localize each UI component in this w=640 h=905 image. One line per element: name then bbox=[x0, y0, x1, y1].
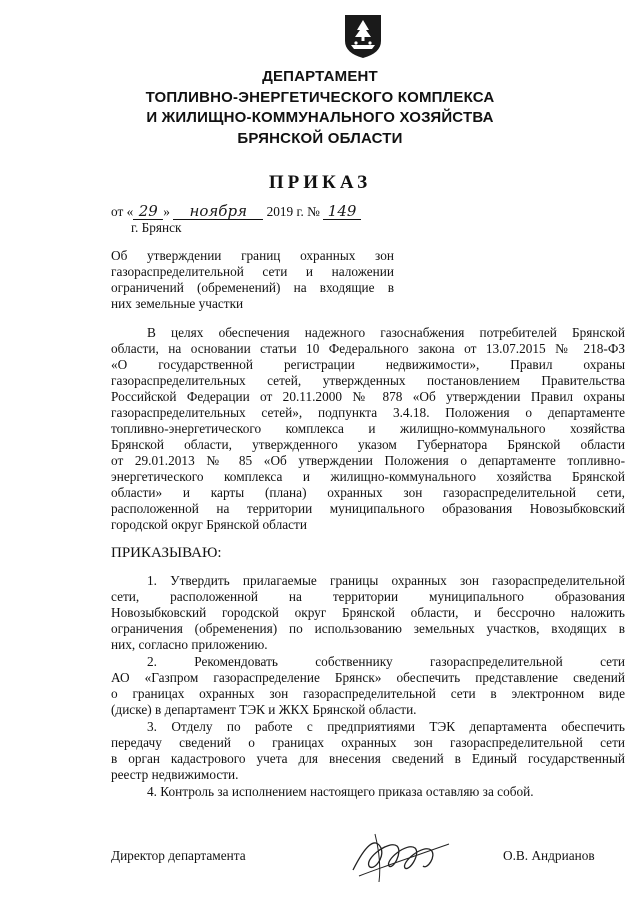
number-label: № bbox=[307, 204, 320, 219]
item-line: 4. Контроль за исполнением настоящего приказа оставляю за собой. bbox=[147, 784, 534, 799]
preamble-line: «О государственной регистрации недвижимости», Правил охраны bbox=[111, 357, 625, 372]
preamble-line: газораспределительных сетей, утвержденных постановлением Правительства bbox=[111, 373, 625, 388]
header-line-1: ДЕПАРТАМЕНТ bbox=[262, 68, 378, 85]
date-number-line bbox=[111, 203, 361, 220]
header-line-4: БРЯНСКОЙ ОБЛАСТИ bbox=[237, 130, 403, 147]
header-line-2: ТОПЛИВНО-ЭНЕРГЕТИЧЕСКОГО КОМПЛЕКСА bbox=[145, 89, 495, 106]
preamble-line: городской округ Брянской области bbox=[111, 517, 307, 532]
item-line: 3. Отделу по работе с предприятиями ТЭК департамента обеспечить bbox=[147, 719, 625, 734]
item-line: Новозыбковский городской округ Брянской области, и бессрочно наложить bbox=[111, 605, 625, 620]
preamble-line: области, на основании статьи 10 Федерального закона от 13.07.2015 № 218-ФЗ bbox=[111, 341, 625, 356]
order-item-4 bbox=[111, 784, 625, 800]
preamble-line: расположенной на территории муниципального образования Новозыбковский bbox=[111, 501, 625, 516]
order-item-3 bbox=[111, 719, 625, 783]
subject-line: ограничений (обременений) на входящие в bbox=[111, 280, 394, 295]
item-line: сети, расположенной на территории муниципального образования bbox=[111, 589, 625, 604]
date-month: ноября bbox=[173, 203, 263, 220]
signatory-position: Директор департамента bbox=[111, 848, 246, 863]
item-line: в орган кадастрового учета для внесения сведений в Единый государственный bbox=[111, 751, 625, 766]
subject-line: Об утверждении границ охранных зон bbox=[111, 248, 394, 263]
order-item-1 bbox=[111, 573, 625, 653]
preamble-line: области» и карты (плана) охранных зон газораспределительной сети, bbox=[111, 485, 625, 500]
preamble-line: Российской Федерации от 20.11.2000 № 878 «Об утверждении Правил охраны bbox=[111, 389, 625, 404]
preamble-line: от 29.01.2013 № 85 «Об утверждении Положения о департаменте топливно- bbox=[111, 453, 625, 468]
item-line: передачу сведений о границах охранных зон газораспределительной сети bbox=[111, 735, 625, 750]
date-prefix: от « bbox=[111, 204, 134, 219]
item-line: 1. Утвердить прилагаемые границы охранных зон газораспределительной bbox=[147, 573, 625, 588]
date-year: 2019 г. bbox=[266, 204, 304, 219]
subject-block bbox=[111, 248, 394, 312]
preamble bbox=[111, 325, 625, 533]
item-line: ограничения (обременения) по использованию земельных участков, входящих в bbox=[111, 621, 625, 636]
document-number: 149 bbox=[323, 203, 361, 220]
preamble-line: Брянской области, утвержденного указом Губернатора Брянской области bbox=[111, 437, 625, 452]
date-quote: » bbox=[163, 204, 170, 219]
item-line: АО «Газпром газораспределение Брянск» обеспечить представление сведений bbox=[111, 670, 625, 685]
preamble-line: энергетического комплекса и жилищно-коммунального хозяйства Брянской bbox=[111, 469, 625, 484]
date-day: 29 bbox=[133, 203, 163, 220]
item-line: о границах охранных зон газораспределительной сети в электронном виде bbox=[111, 686, 625, 701]
header-line-3: И ЖИЛИЩНО-КОММУНАЛЬНОГО ХОЗЯЙСТВА bbox=[146, 109, 494, 126]
handwritten-signature bbox=[345, 826, 465, 886]
signatory-name: О.В. Андрианов bbox=[503, 848, 595, 863]
subject-line: них земельные участки bbox=[111, 296, 244, 311]
city: г. Брянск bbox=[131, 220, 182, 235]
document-title: ПРИКАЗ bbox=[268, 172, 372, 193]
preamble-line: топливно-энергетического комплекса и жилищно-коммунального хозяйства bbox=[111, 421, 625, 436]
item-line: (диске) в департамент ТЭК и ЖКХ Брянской области. bbox=[111, 702, 417, 717]
order-item-2 bbox=[111, 654, 625, 718]
coat-of-arms-emblem bbox=[343, 13, 383, 59]
item-line: реестр недвижимости. bbox=[111, 767, 239, 782]
item-line: них, согласно приложению. bbox=[111, 637, 268, 652]
subject-line: газораспределительной сети и наложении bbox=[111, 264, 394, 279]
order-items bbox=[111, 573, 625, 800]
order-word: ПРИКАЗЫВАЮ: bbox=[111, 545, 222, 561]
preamble-line: В целях обеспечения надежного газоснабжения потребителей Брянской bbox=[147, 325, 625, 340]
item-line: 2. Рекомендовать собственнику газораспределительной сети bbox=[147, 654, 625, 669]
preamble-line: газораспределительных сетей», подпункта 3.4.18. Положения о департаменте bbox=[111, 405, 625, 420]
